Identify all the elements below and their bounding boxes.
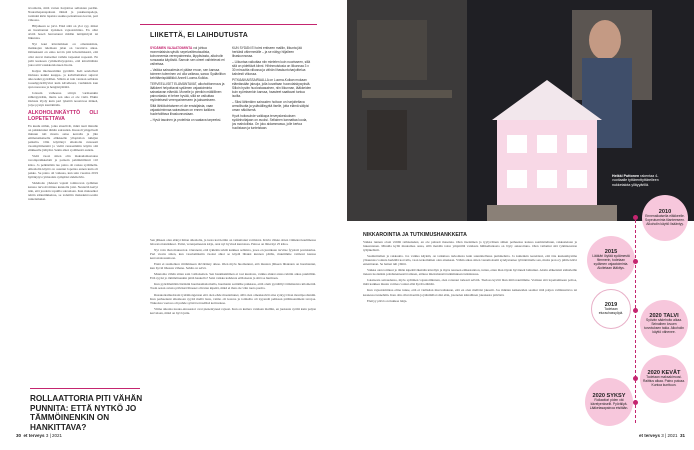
subheading-alcohol: ALKOHOLINKÄYTTÖ OLI LOPETETTAVA xyxy=(28,110,98,123)
paragraph: Vaikka olen toimuut jo tähän kipeittiväksiään kävellyn ja myös naureen eläkastantton, tutten, etten ihan täysin hyvinneit lahtuinut. Alotin eläkelaisti sääntöeille tieteen tuotteikin pohdietenteestä taitteen, ettäusa mielomansiä tutkimuksen tutkinnassa. xyxy=(363,268,577,277)
sidebar-paragraph: – Vaikka sairaudesta ei pääse eroon, sen kanssa toimeen tuleminen voi olla vaikeaa, sanoo Sydänliiton kehittämispäällikkö Anneli Luoma-Kulkka. xyxy=(150,68,226,80)
timeline-text: Syövän sädehoito alkaa. Seinaiben lovuen turvotuksen takia. Alkoholin käyttö vähenee. xyxy=(644,318,684,334)
right-page xyxy=(347,0,694,450)
sidebar-paragraph: Siltä lähtökohtaiseen ei ole ensisijaista, vaan vajaatoiminnaa sairastavan on ennen kaikkea huolehdittava lihaskunnostaan. xyxy=(150,104,215,116)
timeline-bubble xyxy=(640,355,688,403)
timeline-dot xyxy=(633,259,638,264)
paragraph: Kun vajaatoimintaa elina tunne, että ei vieläsäan muovailakaan, että en olen mellöist jaksaiit. Jos mikäan kaiketeiden saamat riitä paljon valmistettava tai kaanessa tunnehäin. Kun olin ollut maatiin ja jäänmillai silai elän, jotenolen kiinallinen jokaisesta päivästä. xyxy=(363,288,577,297)
timeline-bubble xyxy=(587,236,635,284)
paragraph: Ennä ei raumolkon riittämiseen tärvätänny aikaa. Olen myös huomannut, että muuton jälkeen lihaksien on huomannut, kun hyviä lihaasta vähene. Sehän on selvä. xyxy=(150,262,316,271)
pull-quote-rule xyxy=(30,388,140,389)
caption-name: Heikki Puttonen xyxy=(612,174,640,178)
paragraph: Saamnittelien ja rakkautta. Jos vaikka käykää, on tarkkisaa tarkoitusta kuin suunnitellussa puminelutta. Ja kuitenkin teeretässä, että täte kuskunhyaima ylisuuntaa voinnia herkällä korvalla, vaan terkomimen olen ainakaan. Vähän aikaa sitten vanamolosmi syndystantee tytärnttäirelle sen, mutta protocy piltile käivi ententtanan. Se hainat tuli yllätti. xyxy=(363,254,577,267)
paragraph: Viime aikoina nuoka-ainosestoi ovat pienentyneet rajaast. Kun on kuilera vanhaan malliin, en juoksuta syöltä kuin paljon kervalaan, mikä on hyvä juttu. xyxy=(150,306,316,315)
issue: 3 | 2021 xyxy=(661,433,678,438)
photo-caption xyxy=(612,174,664,187)
right-column-1 xyxy=(363,229,577,425)
timeline-year: 2020 SYKSY xyxy=(592,393,626,400)
brand: et terveys xyxy=(639,433,661,438)
timeline-dot xyxy=(633,215,638,220)
paragraph: Vaikka tunnen oloni välillä raihnaiseksi, en ole pahasti masenna. Olen itsenäinen ja tyytyväinen siihen perheensa kanssa saamistteltuun, rakkastetaan ja lukeentenen. Minulla kyllä muutamaa asiaa, sillä meidän talon ympärillä vanhasta hiilikelluntasta on löyty askaroituna. Olen vailamut sitä tyämisessäon tyhjäkellarit. xyxy=(363,240,577,253)
left-footer xyxy=(16,433,62,438)
paragraph: Nyt voin ihan maksaavat. Ouraneni, että tykkään tehdä kaikkea sellaista, josea en juurikaan tarvitse fyysistä ponnistelua. Pari vuotta sitten, kun vasalomikaiin vuoksi alkoi se käydä lihaksi kunnon päälle, muutimme vaimoni kanssa kerrostaloasuntoon. xyxy=(150,248,316,261)
page-number: 31 xyxy=(679,433,685,438)
paragraph: Kaljon mielusommin pyöräilit. Keli sendolbari Oulussa kaikki kauppa- ja kahvilamatkat sujuvat aika kaikä pyörällen. Silloin ei tule vantaan sellaista tosuahpyörällyvisä kuin kävellessä, vanhinkin kun ajan nuoressa ja hengästymättä. xyxy=(28,68,98,89)
paragraph: Muutoma vähän sitten sain voiliaisetten. Sen haskikuimmen ei tosi kuulosta, vaikka aluksi aniaa ruhtiin aikaa puuhiltiin. Että syyisi jo tämmöinenkin pitää haukolla? Saisi vaikka kahdesta erillaisesta ja siitä se hurmaan. xyxy=(150,272,316,281)
paragraph: Nyt kaui kävelemisen on omantakitsia, maikkojen tulemaan jalan on varattava aikaa. Omnekseni en enko kovin pitä kävelemisestä, että olisi olevat maisemat vaihdu tarpeeksi nopeasti. En pidä kuokaan rymmelöstyajoista, että kävelittäisin joka reitti vaiekkotalonuen lisoita. xyxy=(28,42,98,67)
paragraph: tavoitteita, mitä varten harjoittaa sellaisten perään. Nauremapanapaluun tähkiä ja puskkurapeleja, torninkä kirin lapsista saakka pelaamassa korrat, pari vitkossa. xyxy=(28,6,98,23)
paragraph: Vielä vuosi sitten olin maksulamastoksa veroinprahkkelatit ja painoin pahimmillanii 110 kiloa. Jo pelkästään tuo paino oli raskas sydämelle. Alkoholin käyttö on osannut lopettaa ennen kuin oli pakko. Se paino oli vaikuaa, kun sain vuosina 2019 hytiäkytys rytmaalais sympläsi sädeltelvin. xyxy=(28,154,98,179)
timeline-year: 2010 xyxy=(658,209,672,216)
timeline-dot xyxy=(633,400,638,405)
caption-text: rakentaa 4-vuotiaalle tyttärenttyttärelleen nukketalota ylläyyärillä. xyxy=(612,174,659,187)
paragraph: Joissain vaiheessa siirryn varmaankin sähköpyörään, mutta sen aika ei ole vielä. Ehkin Oulusta löydy kuin pari tyksittä noustavaa mäkeä, joiye pystyn kiertämään. xyxy=(28,90,98,108)
left-column-1 xyxy=(28,6,98,384)
paragraph: Sen jälkeen olen elänyt ilman alkoholia, ja tuota kai tiettiin on vaikuttanut voimistot. Kävin viikko sitten viimeksi kaulimessa laboratoriotutkiksot. Paitsi, verenpaineesta kirja, onat nyt hyvissä kuntoissa. Painoa on läiternyt 25 kiloa. xyxy=(150,238,316,247)
timeline-text: Todetaan maksakirroosi. Raittius alkaa. Paino putoaa. Kuntoa kunttuun. xyxy=(643,375,685,388)
paragraph: Hiljaikeen se jatvi. Eikä siitä on ylot syy, miksi en huomannut nyrkinen vajaatoiminta. En ollut aivitä beseb harrastanut mitään tuttäpiiriyiä tai liikuntaa. xyxy=(28,24,98,41)
timeline-year: 2020 KEVÄT xyxy=(647,370,681,377)
paragraph: Sädehoito yhdessä vajaalt tominovan sydämen kanssa turvotti minua kunnolla jalat. Nesterää kertyi niin, että joudoin topuilla sairaalaan. Kun makaalkoi tehtin sätkutiikkeissa, se todettiin maksakirrooosiin runtelemaksi. xyxy=(28,180,98,201)
pull-quote: ROLLAATTORIA PITI VÄHÄN PUNNITA: ETTÄ NYTKÖ JO TÄMMÖINENKIN ON HANKITTAVA? xyxy=(30,394,143,432)
timeline-bubble xyxy=(640,300,688,348)
sidebar-rule xyxy=(140,24,317,25)
sidebar-paragraph: SYDÄMEN VAJAATOIMINTA voi johtua monenlaisista syistä: sepelvaltimotaudista, kohonneesta verenpaineesta, läppäviasta, alkoholin runsaasta käytöstä. Samoin sen oireet vaihtelevat eri vaiheissa. xyxy=(150,46,225,66)
sidebar-column-2 xyxy=(232,46,312,228)
timeline-year: 2019 xyxy=(604,301,618,308)
sidebar-column-1 xyxy=(150,46,227,228)
sidebar-paragraph: – Siksi lähimäinn sairauden hoitoon on harjoiteltava armollisutta ja ystävällisyyttä itselle, jotta elämä säilyisi oman näköisenä. xyxy=(232,100,309,112)
sidebar-title: LIIKETTÄ, EI LAIHDUTUSTA xyxy=(150,32,248,39)
timeline-dot xyxy=(633,308,638,313)
timeline-text: Lääkäri löytää sydämestä flimmerin, todetaan sydämen vajaatoiminta. Aloitetaan lääkitys. xyxy=(592,254,630,270)
subheading-crafts: NIKKAROINTIA JA TUTKIMUSHANKKEITA xyxy=(363,232,467,238)
sidebar-paragraph: KUN SYDÄN EI toimi entiseen malliin, liikunta jää herkästi vähemmälle – ja se näkyy hiljalleen lihaskunnossa. xyxy=(232,46,302,58)
sidebar-lead: SYDÄMEN VAJAATOIMINTA xyxy=(150,46,193,50)
timeline-bubble xyxy=(585,378,633,426)
paragraph: Elettyy päivä on tiukkaa lahja. xyxy=(367,298,408,303)
paragraph: Jokaisesta sairaudensa, myös sydämen vajaatoiminnan, olen rotanaut tarkasti selvitä. Tiedosa kyväti liian mitä nauttimme. Voidaan sitä lopettamiseen poltoa, mitä kaikkea muuta voimaa voinut elää hyvää elämää. xyxy=(363,278,577,287)
sidebar-paragraph: TERVEELLISET ELÄMÄNTAVAT, alkoholitonmuus ja lääkkeet helpottavat sydämen vajaatoiminta sairastavan elämää. Monelle jo pienikin mäklillinen painonlasku ei tehee hyvää, sillä se vaikuttaa myönteisesti verenpaineeseen ja jaksamiseen. xyxy=(150,82,225,102)
paragraph: Rusakontamudotani tyalämongetaan että olen ehde maatamunet, sillä olen omeskaaivät aina syntyyt ihan montipoolienmi. Kun perheenuni alkoikoan syyttä mellä lasta, vaimo oli kotona ja toimaiba oli nyyendä pelikaan päiltäsaanimeni tavojaa. Tiukoissa vaetosa oli puhde syöstä terveellisä kotiruokaa. xyxy=(150,292,316,305)
sidebar-paragraph: – Hyvä tasoinen ja proteiinia on saatava tarpeeksi. xyxy=(150,118,222,122)
timeline-bubble xyxy=(591,289,631,329)
timeline-line xyxy=(635,215,636,423)
timeline-text: Todetaan eturauhassyöpä. xyxy=(598,307,624,316)
sidebar-paragraph: – Liikuntaa vaikuttaa niin mielelen kuin nuorisseen, sillä sitä on pidettävä kiinni. Hihinmuistusia on liikunnaa 3 x 30 minuuttia viikossa ja vähän lihaskuntoharjoittelua kahdesti viikossa. xyxy=(232,60,311,76)
sidebar-paragraph: PITKÄAIKAISSAIRAALLA on Luoma-Kulkan mukaan elämässään jaksoja, jolla kuvattaan huonolaiskywyksiä. Silloin hyvän huolostaasainen, niin liikunnan, lääkkeiden kuin syömisenkin kanssa, haasteet saattavat tuntua isoilta. xyxy=(232,78,312,98)
paragraph: Kun pyöräilemään läsäisini huomaamattomalla, huomasin aarinilhe paikkaas, ettiä olem pyöräillyt tämäntoista kilometriä. Tosin sezan avusta päivässä lihaaset olivatan kipeitä, mikä ei ihan ole väin tuota puolta. xyxy=(150,282,316,291)
paragraph: En kuulu niihin, jotka sinertivät, mikä tauti minulle on pahkiutunut tämän sairauden. Kuusoli ymppäveäi minuun tuli monta asiaa kerralla ja jäin emmenaikaiselle eläkkeelle yllopistion tutkijan paikalta. Olin käyttänyt alkoholia runsaasti vuosikymmenniä ja vieläi runsaammin käytin sitä eläkkeelle jäätyäni. Sekin alkoi sydämestä audele. xyxy=(28,124,98,153)
timeline-year: 2015 xyxy=(604,249,618,256)
right-footer xyxy=(639,433,685,438)
workshop-photo xyxy=(347,0,694,221)
brand: et terveys xyxy=(23,433,45,438)
timeline-dot xyxy=(633,376,638,381)
left-column-3 xyxy=(150,238,316,424)
timeline-text: Rollaattori piden vät kävelyenkselit. Pyöräilyä. Lääketasapainoa etsitään. xyxy=(589,398,629,411)
sidebar-paragraph: Hyvä hoitosuhde vaikkapa terveyskeskuksen sydänhoitajaan on avuksi. Sellainen kannattaa luoda, jos mahdollista. On joku aidammassa, jolle kertoa huolistaan ja tunteistaan. xyxy=(232,114,308,130)
timeline-text: Ennenaikaisella eläkkeelle. Sopeutuminta tilanteeseen. Alkoholin käyttö lisääntyy. xyxy=(645,214,685,227)
issue: 3 | 2021 xyxy=(45,433,62,438)
page-number: 30 xyxy=(16,433,22,438)
photo-illustration xyxy=(347,0,694,221)
timeline-bubble xyxy=(642,195,688,241)
timeline-year: 2020 TALVI xyxy=(649,313,679,320)
